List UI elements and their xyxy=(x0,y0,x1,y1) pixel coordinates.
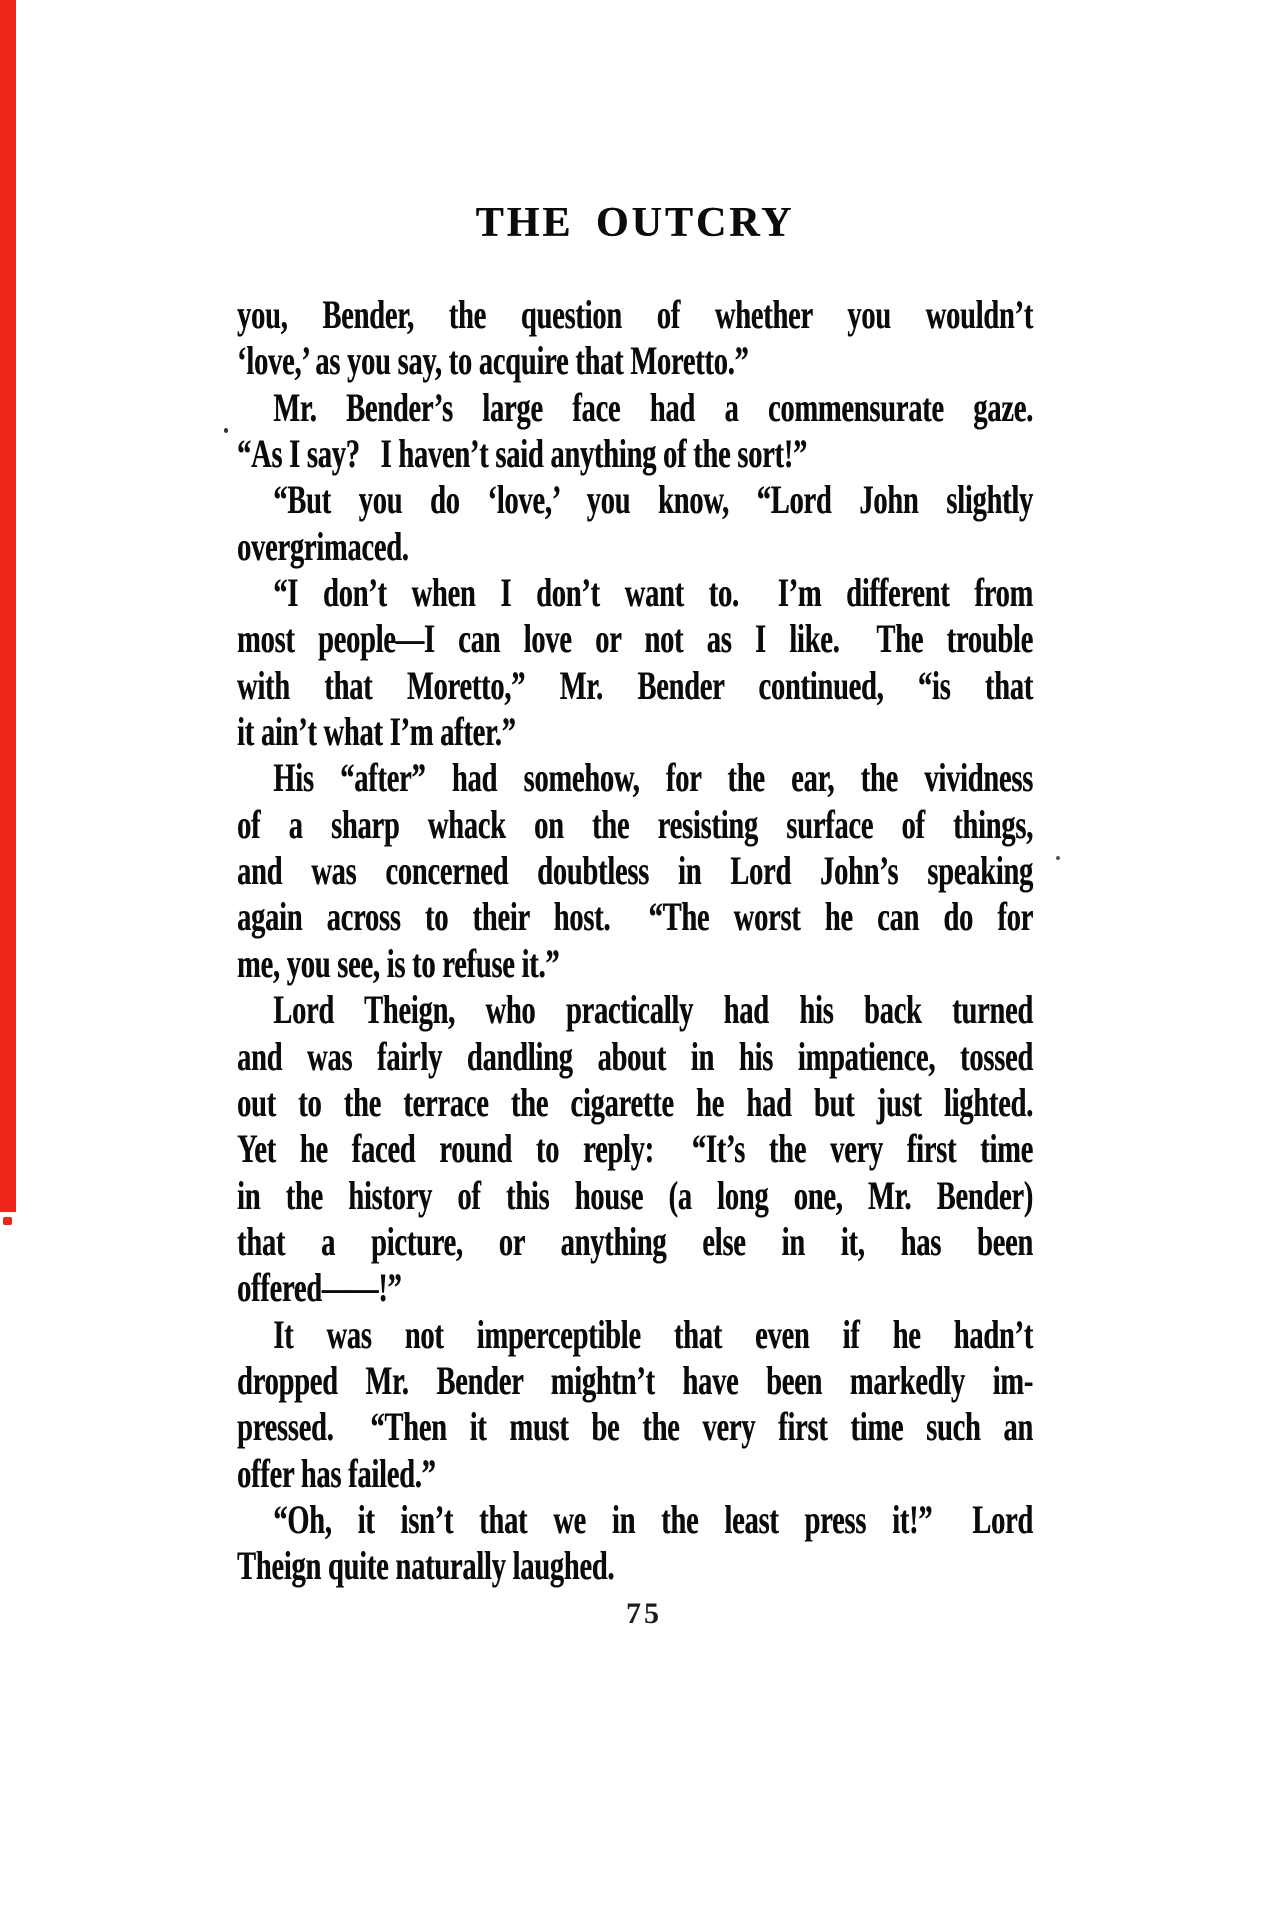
text-line: Yet he faced round to reply: “It’s the very first time xyxy=(237,1126,1033,1172)
scan-speck xyxy=(224,428,228,433)
text-line: ‘love,’ as you say, to acquire that Moretto.” xyxy=(237,338,749,384)
text-line: “Oh, it isn’t that we in the least press it!” Lord xyxy=(273,1496,1033,1542)
page-number xyxy=(626,1597,666,1630)
text-line: It was not imperceptible that even if he hadn’t xyxy=(273,1311,1033,1357)
text-line: Theign quite naturally laughed. xyxy=(237,1543,615,1589)
body-text-column xyxy=(237,292,1033,1590)
text-line: dropped Mr. Bender mightn’t have been markedly im- xyxy=(237,1357,1033,1403)
text-line: and was fairly dandling about in his impatience, tossed xyxy=(237,1033,1033,1079)
running-head-title: THE OUTCRY xyxy=(475,200,795,246)
text-line: pressed. “Then it must be the very first time such an xyxy=(237,1404,1033,1450)
text-line: overgrimaced. xyxy=(237,523,409,569)
text-line: in the history of this house (a long one, Mr. Bender) xyxy=(237,1172,1033,1218)
text-line: again across to their host. “The worst he can do for xyxy=(237,894,1033,940)
text-line: with that Moretto,” Mr. Bender continued, “is that xyxy=(237,662,1033,708)
book-cover-edge-strip xyxy=(0,0,16,1212)
scan-speck xyxy=(1056,856,1060,860)
text-line: Mr. Bender’s large face had a commensurate gaze. xyxy=(273,384,1033,430)
text-line: “I don’t when I don’t want to. I’m different from xyxy=(273,570,1033,616)
book-cover-edge-speck xyxy=(3,1217,12,1225)
text-line: me, you see, is to refuse it.” xyxy=(237,940,560,986)
text-line: it ain’t what I’m after.” xyxy=(237,709,516,755)
text-line: His “after” had somehow, for the ear, the vividness xyxy=(273,755,1033,801)
text-line: “But you do ‘love,’ you know, “Lord John slightly xyxy=(273,477,1033,523)
text-line: “As I say? I haven’t said anything of the sort!” xyxy=(237,431,808,477)
text-line: offered——!” xyxy=(237,1265,402,1311)
text-line: most people—I can love or not as I like. The trouble xyxy=(237,616,1033,662)
text-line: you, Bender, the question of whether you wouldn’t xyxy=(237,292,1033,337)
text-line: out to the terrace the cigarette he had but just lighted. xyxy=(237,1079,1033,1125)
page-number-value: 75 xyxy=(626,1597,662,1630)
text-line: that a picture, or anything else in it, has been xyxy=(237,1218,1033,1264)
text-line: of a sharp whack on the resisting surface of things, xyxy=(237,801,1033,847)
text-line: offer has failed.” xyxy=(237,1450,436,1496)
text-line: Lord Theign, who practically had his back turned xyxy=(273,987,1033,1033)
text-line: and was concerned doubtless in Lord John’s speaking xyxy=(237,848,1033,894)
